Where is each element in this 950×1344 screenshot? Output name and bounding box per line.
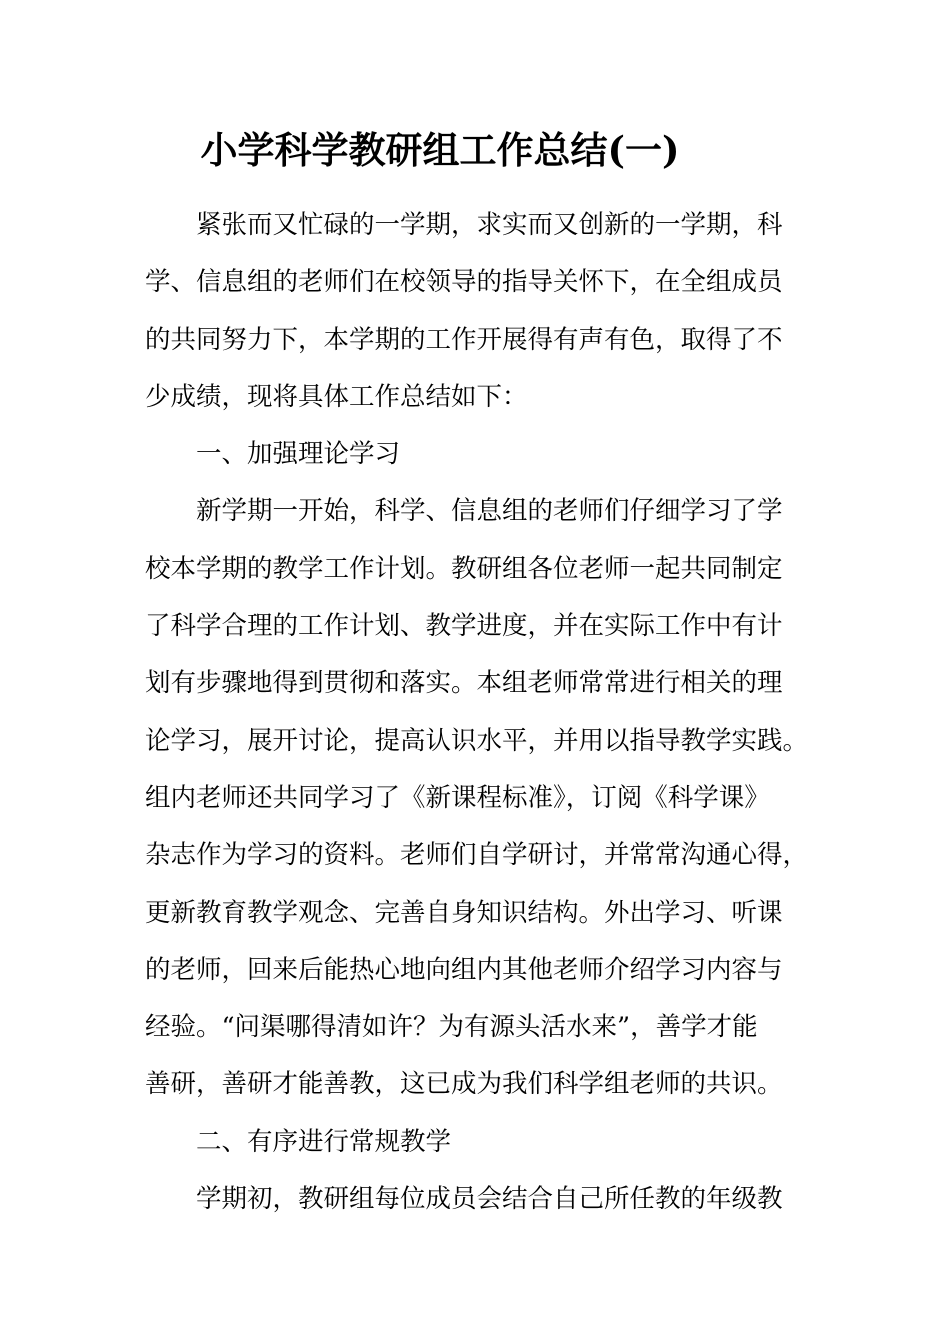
text-line: 经验。“问渠哪得清如许？为有源头活水来”，善学才能 [145,1012,758,1043]
text-line: 更新教育教学观念、完善自身知识结构。外出学习、听课 [145,897,783,928]
document-body [145,197,809,1228]
text-line: 紧张而又忙碌的一学期，求实而又创新的一学期，科 [196,210,783,240]
text-line: 的老师，回来后能热心地向组内其他老师介绍学习内容与 [145,954,783,985]
text-line: 善研，善研才能善教，这已成为我们科学组老师的共识。 [145,1069,783,1100]
text-line: 学、信息组的老师们在校领导的指导关怀下，在全组成员 [145,267,783,298]
text-line: 杂志作为学习的资料。老师们自学研讨，并常常沟通心得， [145,840,809,871]
text-line: 论学习，展开讨论，提高认识水平，并用以指导教学实践。 [145,725,809,756]
text-line: 学期初，教研组每位成员会结合自己所任教的年级教 [196,1184,783,1215]
document-title: 小学科学教研组工作总结(一) [200,128,680,172]
text-line: 的共同努力下，本学期的工作开展得有声有色，取得了不 [145,324,783,355]
text-line: 了科学合理的工作计划、教学进度，并在实际工作中有计 [145,611,783,642]
text-line: 少成绩，现将具体工作总结如下： [145,381,528,412]
section-heading: 二、有序进行常规教学 [196,1126,452,1157]
text-line: 组内老师还共同学习了《新课程标准》，订阅《科学课》 [145,782,770,813]
text-line: 划有步骤地得到贯彻和落实。本组老师常常进行相关的理 [145,668,783,699]
text-line: 校本学期的教学工作计划。教研组各位老师一起共同制定 [145,553,783,584]
section-heading: 一、加强理论学习 [196,439,401,470]
text-line: 新学期一开始，科学、信息组的老师们仔细学习了学 [196,496,783,527]
